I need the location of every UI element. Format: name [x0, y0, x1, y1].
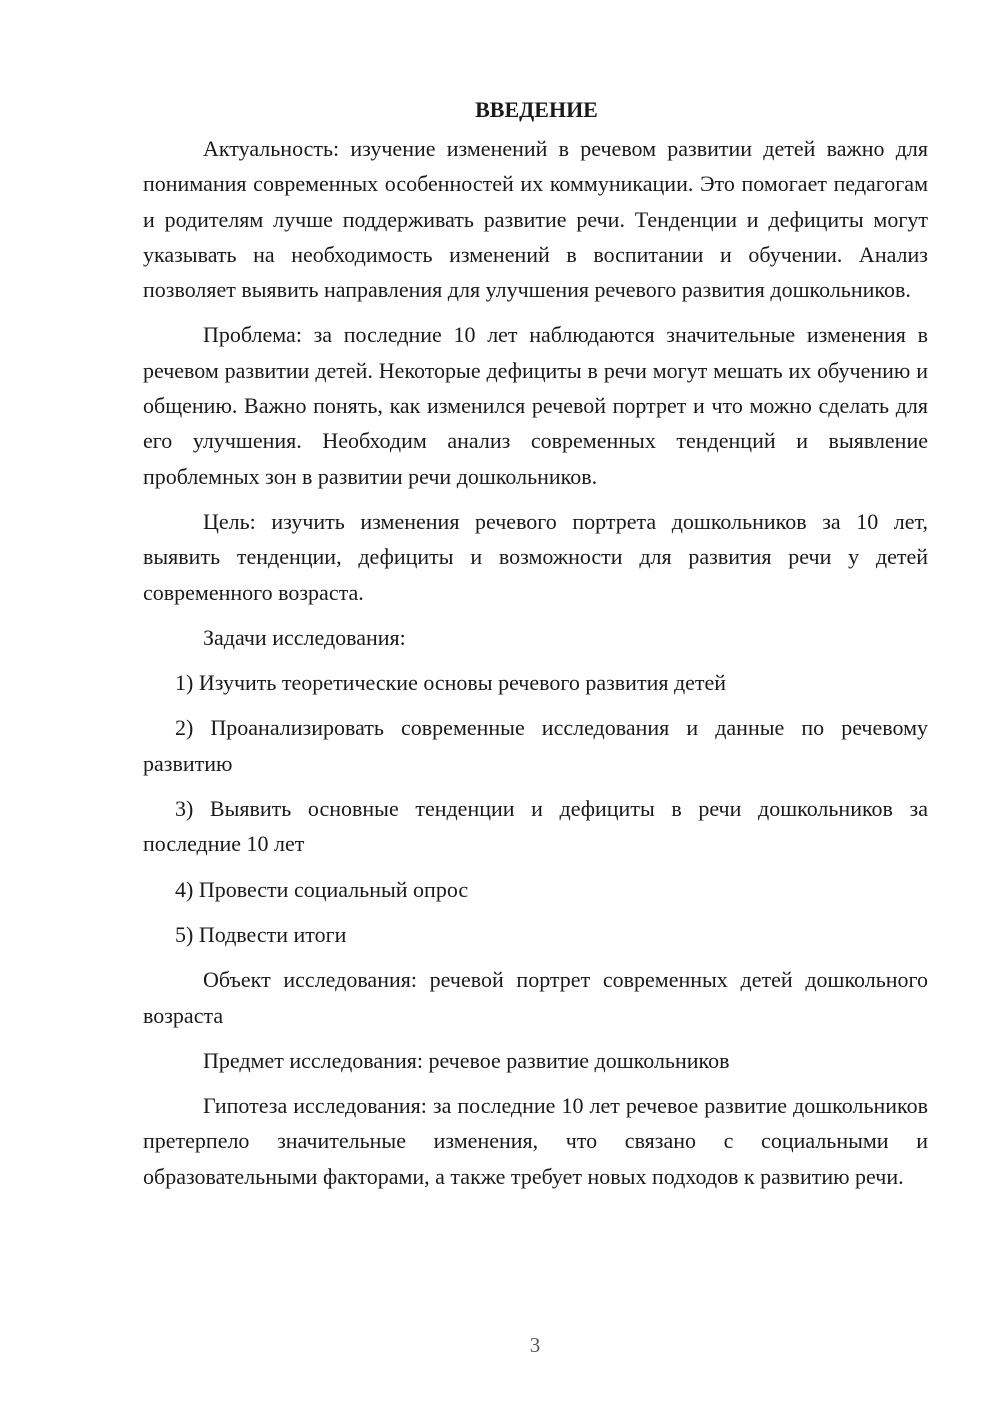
paragraph-relevance: Актуальность: изучение изменений в речевом развитии детей важно для понимания современных особенностей их коммуникации. Это помогает педагогам и родителям лучше поддерживать развитие речи. Тенденции и дефициты могут указывать на необходимость изменений в воспитании и обучении. Анализ позволяет выявить направления для улучшения речевого развития дошкольников. [143, 136, 928, 303]
paragraph-object: Объект исследования: речевой портрет современных детей дошкольного возраста [143, 967, 928, 1028]
page-number: 3 [529, 1333, 541, 1357]
paragraph-tasks-heading: Задачи исследования: [203, 624, 406, 650]
task-item-4: 4) Провести социальный опрос [175, 876, 469, 902]
paragraph-hypothesis: Гипотеза исследования: за последние 10 лет речевое развитие дошкольников претерпело значительные изменения, что связано с социальными и образовательными факторами, а также требует новых подходов к развитию речи. [143, 1093, 928, 1189]
task-item-3: 3) Выявить основные тенденции и дефициты в речи дошкольников за последние 10 лет [143, 796, 928, 857]
document-page [143, 92, 928, 1204]
task-item-1: 1) Изучить теоретические основы речевого развития детей [175, 670, 727, 696]
section-title: ВВЕДЕНИЕ [475, 97, 598, 122]
paragraph-problem: Проблема: за последние 10 лет наблюдаются значительные изменения в речевом развитии детей. Некоторые дефициты в речи могут мешать их обучению и общению. Важно понять, как изменился речевой портрет и что можно сделать для его улучшения. Необходим анализ современных тенденций и выявление проблемных зон в развитии речи дошкольников. [143, 322, 928, 489]
paragraph-goal: Цель: изучить изменения речевого портрета дошкольников за 10 лет, выявить тенденции, дефициты и возможности для развития речи у детей современного возраста. [143, 508, 928, 605]
task-item-2: 2) Проанализировать современные исследования и данные по речевому развитию [143, 715, 928, 776]
task-item-5: 5) Подвести итоги [175, 921, 347, 947]
paragraph-subject: Предмет исследования: речевое развитие дошкольников [203, 1047, 730, 1073]
